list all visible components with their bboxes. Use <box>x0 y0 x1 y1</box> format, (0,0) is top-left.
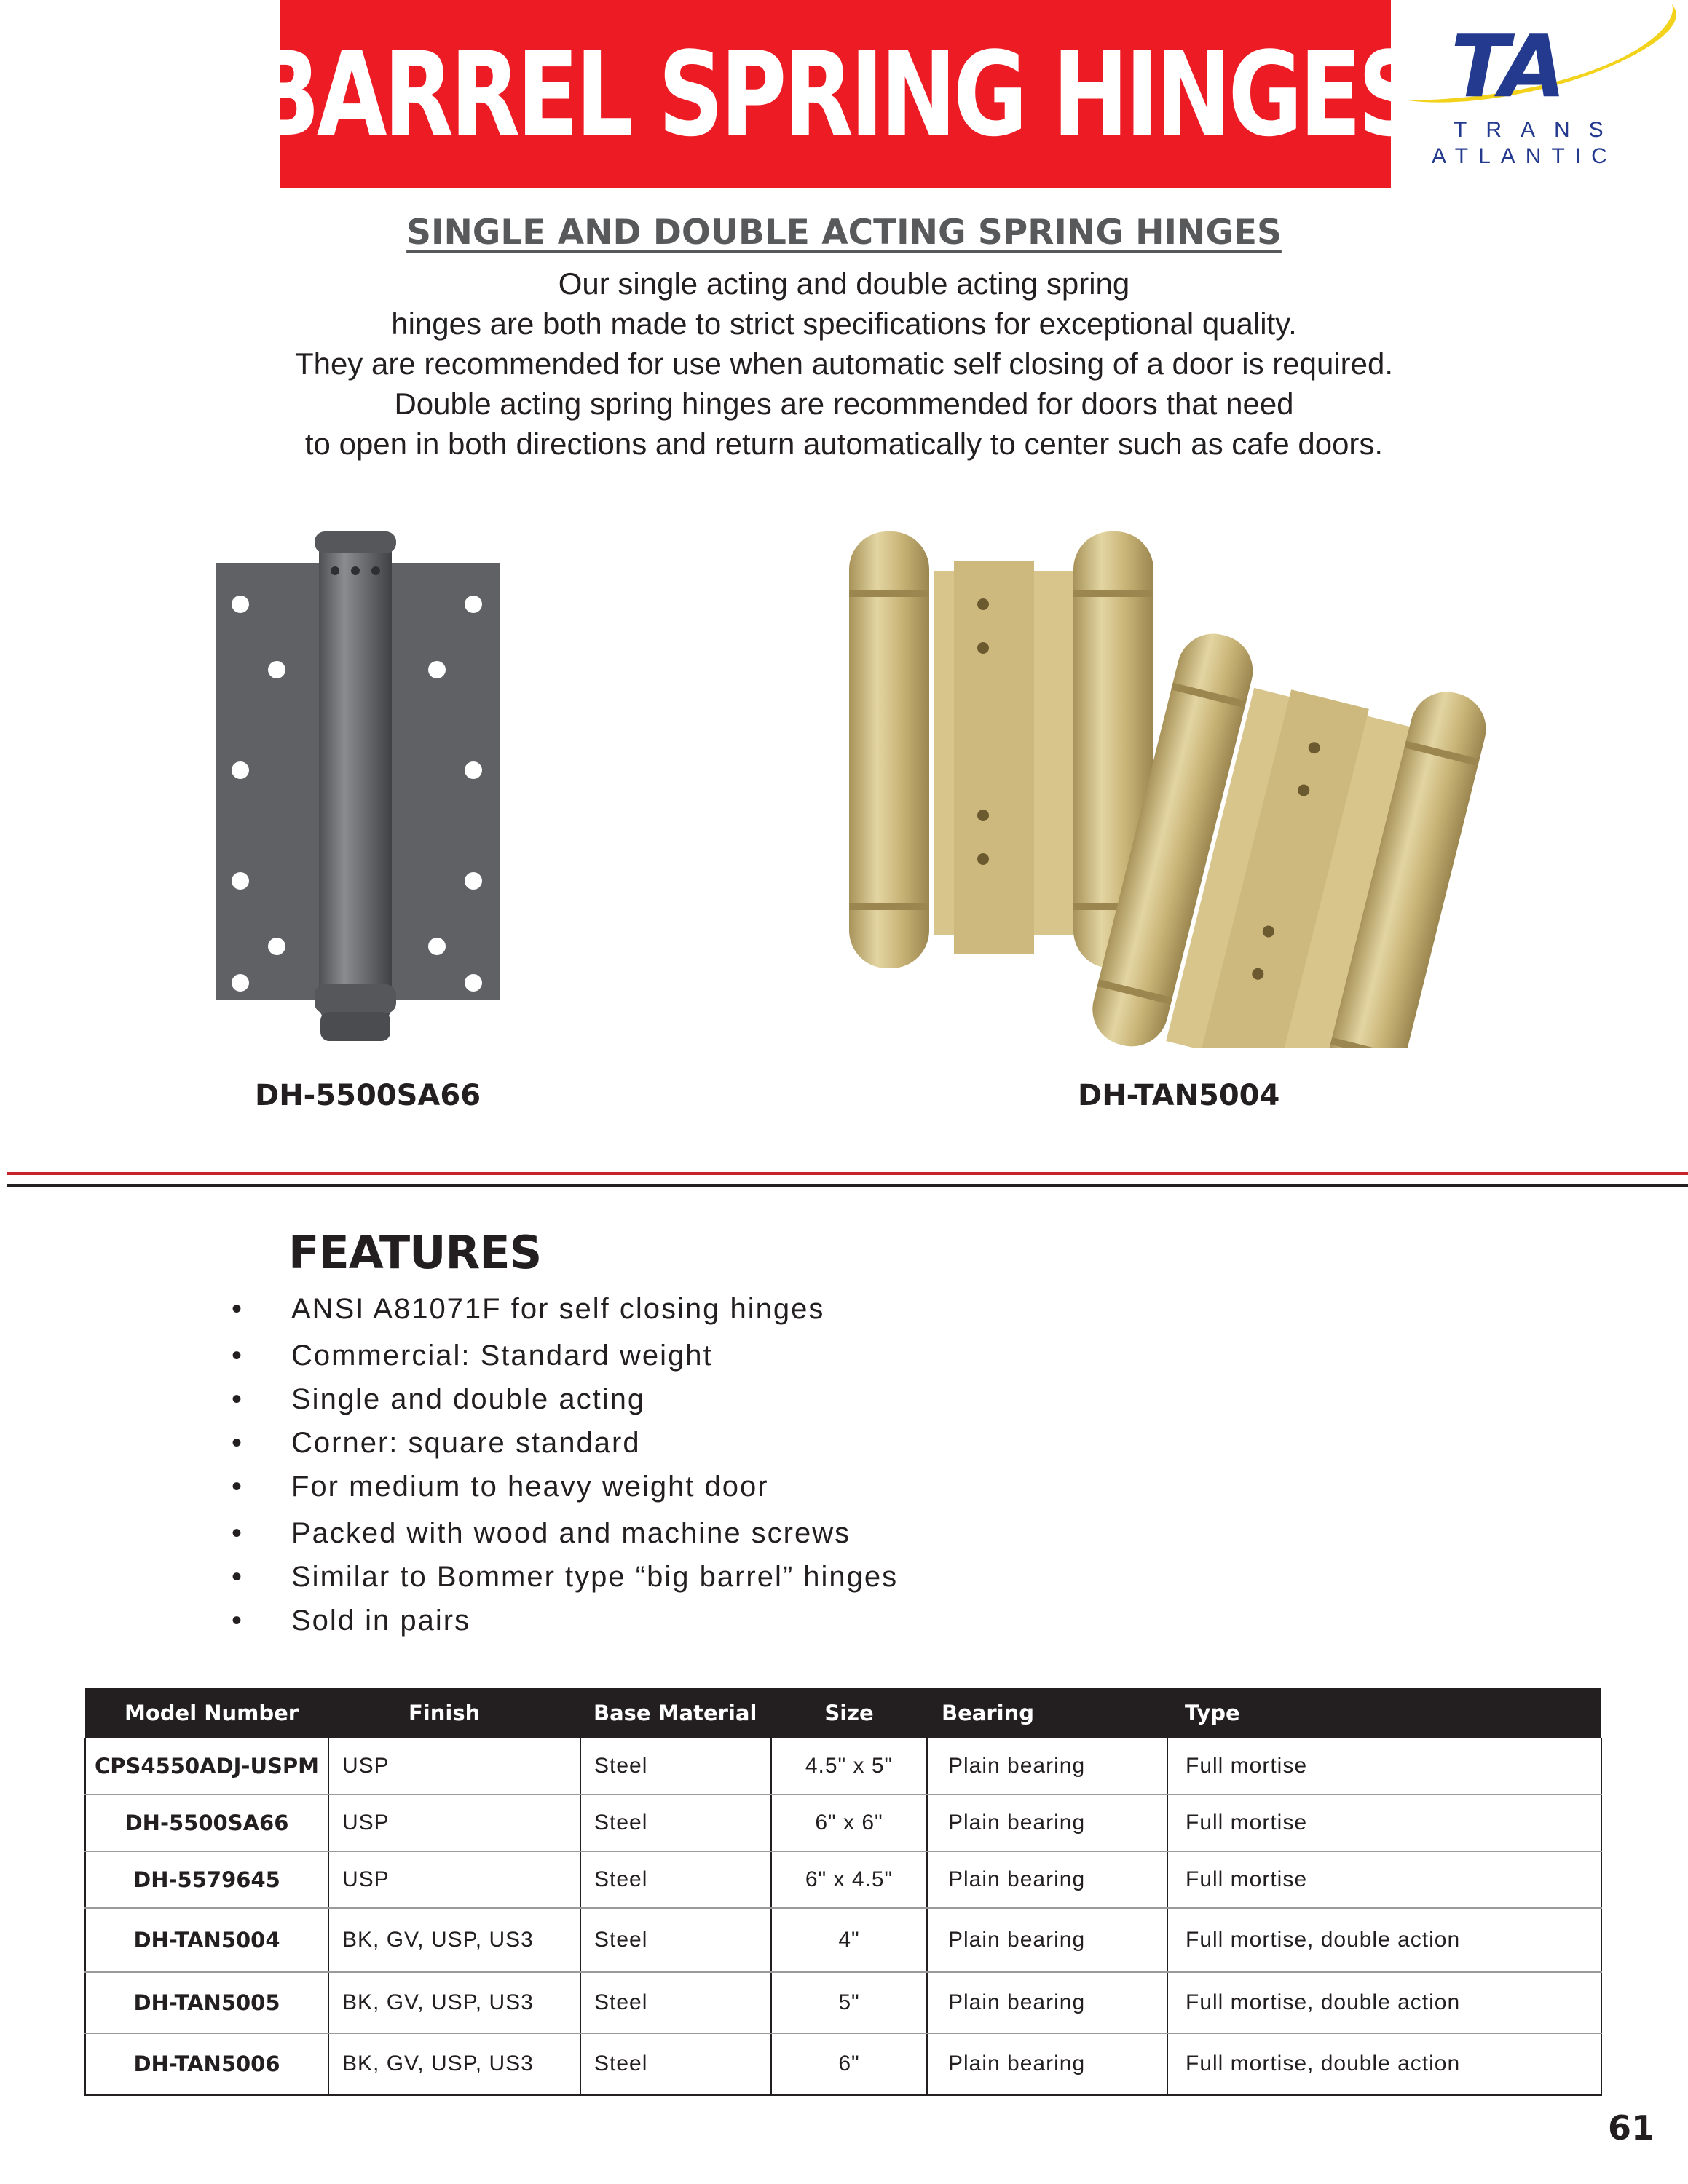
column-header: Finish <box>328 1688 580 1738</box>
bullet-icon: • <box>232 1471 244 1503</box>
feature-text: ANSI A81071F for self closing hinges <box>291 1293 825 1325</box>
column-header: Bearing <box>927 1688 1167 1738</box>
table-row <box>85 1851 1601 1908</box>
table-row <box>85 2033 1601 2095</box>
cell-material: Steel <box>580 1738 771 1795</box>
cell-finish: BK, GV, USP, US3 <box>328 1908 580 1972</box>
trans-atlantic-logo <box>1405 0 1682 182</box>
table-row <box>85 1908 1601 1972</box>
cell-type: Full mortise <box>1167 1851 1601 1908</box>
bullet-icon: • <box>232 1561 244 1593</box>
cell-type: Full mortise <box>1167 1738 1601 1795</box>
cell-finish: USP <box>328 1851 580 1908</box>
feature-text: Corner: square standard <box>291 1427 641 1459</box>
feature-item <box>232 1293 824 1326</box>
intro-line: Our single acting and double acting spring <box>558 266 1130 301</box>
cell-finish: BK, GV, USP, US3 <box>328 1972 580 2033</box>
cell-bearing: Plain bearing <box>927 1972 1167 2033</box>
cell-material: Steel <box>580 2033 771 2095</box>
intro-paragraph <box>0 264 1688 464</box>
table-row <box>85 1738 1601 1795</box>
cell-size: 6" <box>771 2033 927 2095</box>
bullet-icon: • <box>232 1293 244 1325</box>
divider-red <box>7 1172 1688 1175</box>
cell-model: DH-TAN5004 <box>85 1908 328 1972</box>
cell-size: 5" <box>771 1972 927 2033</box>
cell-size: 4" <box>771 1908 927 1972</box>
cell-type: Full mortise, double action <box>1167 2033 1601 2095</box>
intro-line: They are recommended for use when automatic self closing of a door is required. <box>294 347 1394 381</box>
page-title: BARREL SPRING HINGES <box>251 25 1420 162</box>
cell-material: Steel <box>580 1972 771 2033</box>
bullet-icon: • <box>232 1517 244 1549</box>
single-acting-hinge-image <box>211 502 502 1056</box>
logo-mark: TA <box>1451 16 1563 116</box>
product-label: DH-5500SA66 <box>255 1079 481 1112</box>
cell-size: 6" x 4.5" <box>771 1851 927 1908</box>
cell-material: Steel <box>580 1795 771 1851</box>
feature-text: Single and double acting <box>291 1383 646 1415</box>
feature-item <box>232 1517 851 1550</box>
bullet-icon: • <box>232 1383 244 1415</box>
cell-bearing: Plain bearing <box>927 1795 1167 1851</box>
column-header: Size <box>771 1688 927 1738</box>
cell-bearing: Plain bearing <box>927 1851 1167 1908</box>
title-banner <box>251 0 1420 188</box>
bullet-icon: • <box>232 1340 244 1372</box>
cell-material: Steel <box>580 1908 771 1972</box>
intro-line: hinges are both made to strict specifications for exceptional quality. <box>391 306 1297 341</box>
cell-finish: BK, GV, USP, US3 <box>328 2033 580 2095</box>
logo-text-atlantic: ATLANTIC <box>1432 144 1617 168</box>
cell-model: CPS4550ADJ-USPM <box>85 1738 328 1795</box>
feature-item <box>232 1561 898 1594</box>
cell-size: 6" x 6" <box>771 1795 927 1851</box>
cell-type: Full mortise <box>1167 1795 1601 1851</box>
cell-material: Steel <box>580 1851 771 1908</box>
features-heading: FEATURES <box>288 1226 542 1279</box>
page-number: 61 <box>1608 2108 1655 2148</box>
feature-text: For medium to heavy weight door <box>291 1471 769 1503</box>
cell-model: DH-TAN5005 <box>85 1972 328 2033</box>
table-header-row <box>85 1688 1601 1738</box>
cell-finish: USP <box>328 1738 580 1795</box>
intro-line: Double acting spring hinges are recommended for doors that need <box>394 387 1294 421</box>
feature-item <box>232 1605 470 1637</box>
feature-item <box>232 1427 641 1460</box>
cell-size: 4.5" x 5" <box>771 1738 927 1795</box>
column-header: Model Number <box>85 1688 328 1738</box>
bullet-icon: • <box>232 1605 244 1637</box>
cell-type: Full mortise, double action <box>1167 1972 1601 2033</box>
column-header: Base Material <box>580 1688 771 1738</box>
column-header: Type <box>1167 1688 1601 1738</box>
cell-bearing: Plain bearing <box>927 2033 1167 2095</box>
cell-finish: USP <box>328 1795 580 1851</box>
intro-line: to open in both directions and return automatically to center such as cafe doors. <box>304 427 1384 461</box>
feature-text: Commercial: Standard weight <box>291 1340 713 1372</box>
front-hinge <box>849 531 1153 968</box>
cell-model: DH-5500SA66 <box>85 1795 328 1851</box>
cell-bearing: Plain bearing <box>927 1738 1167 1795</box>
table-row <box>85 1972 1601 2033</box>
feature-text: Packed with wood and machine screws <box>291 1517 851 1549</box>
table-row <box>85 1795 1601 1851</box>
logo-text-trans: TRANS <box>1454 118 1622 142</box>
feature-item <box>232 1383 645 1416</box>
cell-type: Full mortise, double action <box>1167 1908 1601 1972</box>
bullet-icon: • <box>232 1427 244 1459</box>
divider-dark <box>7 1184 1688 1187</box>
cell-model: DH-5579645 <box>85 1851 328 1908</box>
feature-item <box>232 1340 713 1372</box>
section-subtitle: SINGLE AND DOUBLE ACTING SPRING HINGES <box>406 213 1282 253</box>
cell-bearing: Plain bearing <box>927 1908 1167 1972</box>
feature-text: Sold in pairs <box>291 1605 471 1637</box>
cell-model: DH-TAN5006 <box>85 2033 328 2095</box>
product-label: DH-TAN5004 <box>1078 1079 1280 1112</box>
feature-text: Similar to Bommer type “big barrel” hinges <box>291 1561 899 1593</box>
double-acting-hinge-image <box>837 524 1537 1048</box>
spec-table <box>84 1688 1602 2096</box>
feature-item <box>232 1471 769 1503</box>
